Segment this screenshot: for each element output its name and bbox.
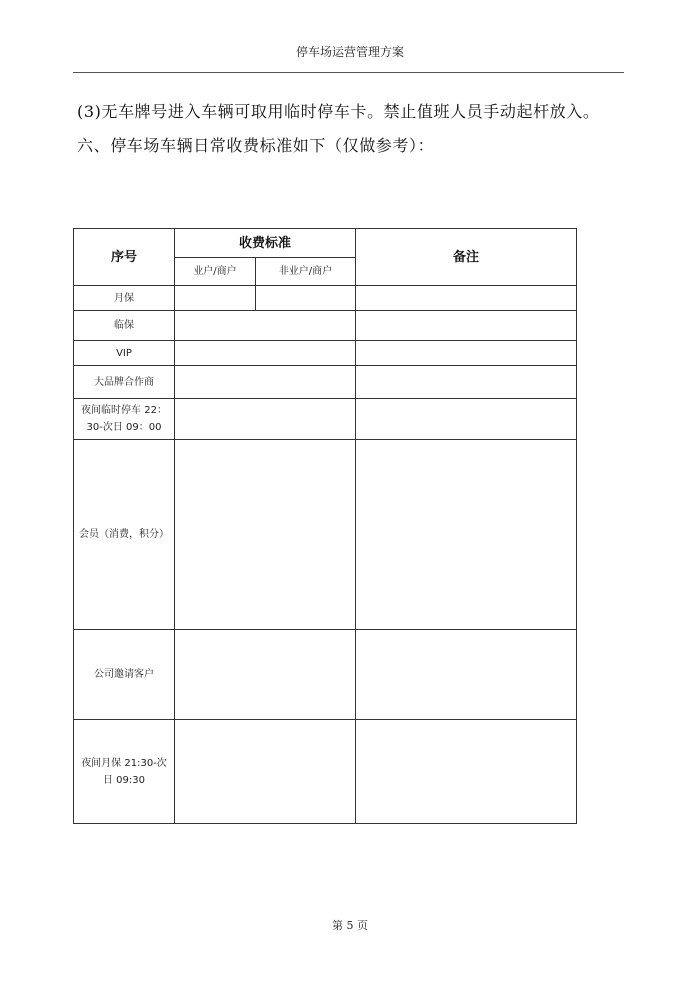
paragraph-temporary-card: (3)无车牌号进入车辆可取用临时停车卡。禁止值班人员手动起杆放入。 [77,102,600,121]
fee-cell [175,366,356,399]
header-divider [73,72,624,73]
table-row [74,341,577,366]
owner-fee-cell [175,286,256,311]
header-fee-standard: 收费标准 [175,229,356,258]
fee-cell [175,341,356,366]
header-owner-merchant: 业户/商户 [175,258,256,286]
header-remark: 备注 [356,229,577,286]
remark-cell [356,286,577,311]
fee-cell [175,720,356,824]
table-row [74,366,577,399]
remark-cell [356,630,577,720]
page-number: 第 5 页 [332,919,368,932]
remark-cell [356,720,577,824]
row-label-text: 夜间月保 21:30-次日 09:30 [81,757,167,786]
table-header-row [74,229,577,258]
row-label: 临保 [74,311,175,341]
fee-cell [175,399,356,440]
fee-cell [175,311,356,341]
row-label: 月保 [74,286,175,311]
remark-cell [356,440,577,630]
row-label: 公司邀请客户 [74,630,175,720]
table-row [74,399,577,440]
page-header-title: 停车场运营管理方案 [295,45,404,59]
table-row [74,630,577,720]
row-label-text: 夜间临时停车 22：30-次日 09：00 [81,405,167,433]
header-non-owner-merchant: 非业户/商户 [256,258,356,286]
non-owner-fee-cell [256,286,356,311]
table-row [74,311,577,341]
remark-cell [356,366,577,399]
header-seq: 序号 [74,229,175,286]
row-label: VIP [74,341,175,366]
fee-cell [175,630,356,720]
table-row [74,720,577,824]
remark-cell [356,399,577,440]
remark-cell [356,311,577,341]
row-label: 会员（消费，积分） [74,440,175,630]
fee-standard-table [73,228,577,824]
table-row [74,440,577,630]
table-row [74,286,577,311]
fee-cell [175,440,356,630]
paragraph-fee-heading: 六、停车场车辆日常收费标准如下（仅做参考）： [77,136,435,155]
row-label [74,399,175,440]
remark-cell [356,341,577,366]
row-label: 大品牌合作商 [74,366,175,399]
row-label [74,720,175,824]
